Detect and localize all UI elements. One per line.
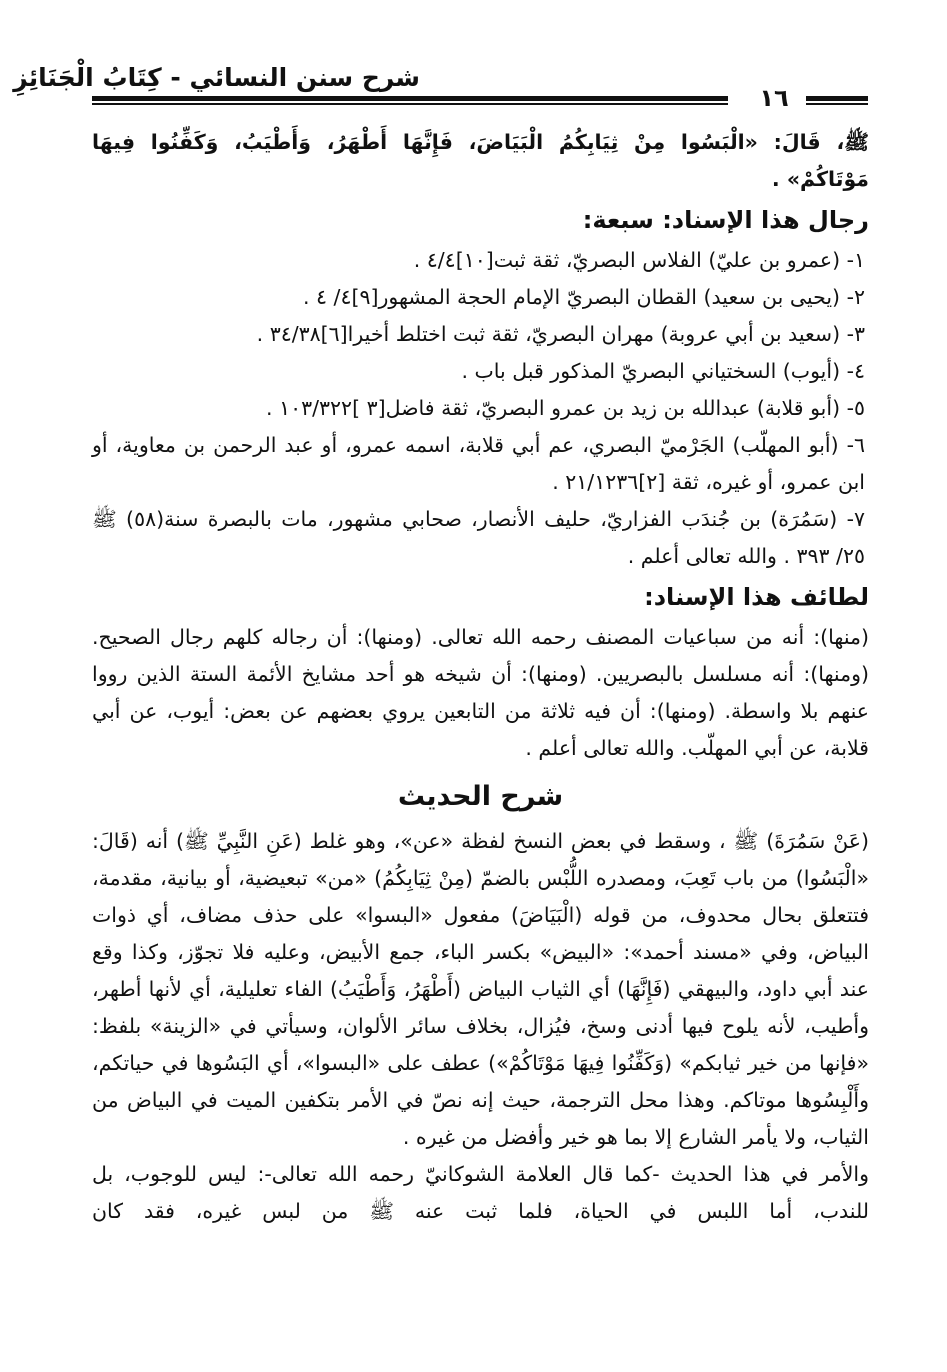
sharh-paragraph: (عَنْ سَمُرَةَ) ﷺ ، وسقط في بعض النسخ لفظة «عن»، وهو غلط (عَنِ النَّبِيِّ ﷺ) أنه (قَالَ: «الْبَسُوا) من باب تَعِبَ، ومصدره اللُّبْس بالضمّ (مِنْ ثِيَابِكُمُ) «من» تبعيضية، أو بيانية، مقدمة، فتتعلق بحال محدوف، من قوله (الْبَيَاضَ) مفعول «البسوا» على حذف مضاف، أي ذوات البياض، وفي «مسند أحمد»: «البيض» بكسر الباء، جمع الأبيض، وعليه فلا تجوّز، وكذا وقع عند أبي داود، والبيهقي (فَإِنَّهَا) أي الثياب البياض (أَطْهَرُ، وَأَطْيَبُ) الفاء تعليلية، أي لأنها أطهر، وأطيب، لأنه يلوح فيها أدنى وسخ، فيُزال، بخلاف سائر الألوان، وسيأتي في «الزينة» بلفظ: «فإنها من خير ثيابكم» (وَكَفِّنُوا فِيهَا مَوْتَاكُمْ») عطف على «البسوا»، أي البَسُوها في حياتكم، وأَلْبِسُوها موتاكم. وهذا محل الترجمة، حيث إنه نصّ في الأمر بتكفين الميت في البياض من الثياب، ولا يأمر الشارع إلا بما هو خير وأفضل من غيره . xyxy=(92,829,869,1149)
isnad-heading: رجال هذا الإسناد: سبعة: xyxy=(582,206,869,234)
running-title: شرح سنن النسائي - كِتَابُ الْجَنَائِزِ xyxy=(13,63,420,92)
page-body xyxy=(92,124,869,1372)
page-number: ١٦ xyxy=(759,84,789,112)
header-rule-thick xyxy=(92,96,728,101)
hadith-text: ﷺ، قَالَ: «الْبَسُوا مِنْ ثِيَابِكُمُ الْبَيَاضَ، فَإِنَّهَا أَطْهَرُ، وَأَطْيَبُ، وَكَفِّنُوا فِيهَا مَوْتَاكُمْ» . xyxy=(92,130,869,191)
narrator-item: ٦- (أبو المهلّب) الجَرْميّ البصري، عم أبي قلابة، اسمه عمرو، أو عبد الرحمن بن معاوية، أو ابن عمرو، أو غيره، ثقة [٢]٢١/١٢٣٦ . xyxy=(92,433,865,494)
header-rule-thin xyxy=(92,103,728,105)
header-rule-thin-right xyxy=(806,103,868,105)
narrator-item: ٥- (أبو قلابة) عبدالله بن زيد بن عمرو البصريّ، ثقة فاضل[٣ ]١٠٣/٣٢٢ . xyxy=(266,396,865,420)
narrator-list xyxy=(92,242,869,575)
narrator-item: ٢- (يحيى بن سعيد) القطان البصريّ الإمام الحجة المشهور[٩]٤/ ٤ . xyxy=(302,285,865,309)
sharh-heading: شرح الحديث xyxy=(397,781,564,812)
narrator-item: ٧- (سَمُرَة) بن جُندَب الفزاريّ، حليف الأنصار، صحابي مشهور، مات بالبصرة سنة(٥٨) ﷺ ٢٥/ ٣٩٣ . والله تعالى أعلم . xyxy=(92,507,865,568)
narrator-item: ٣- (سعيد بن أبي عروبة) مهران البصريّ، ثقة ثبت اختلط أخيرا[٦]٣٤/٣٨ . xyxy=(256,322,865,346)
lataif-heading: لطائف هذا الإسناد: xyxy=(644,583,869,611)
narrator-item: ١- (عمرو بن عليّ) الفلاس البصريّ، ثقة ثبت[١٠]٤/٤ . xyxy=(413,248,865,272)
lataif-paragraph: (منها): أنه من سباعيات المصنف رحمه الله تعالى. (ومنها): أن رجاله كلهم رجال الصحيح. (ومنها): أنه مسلسل بالبصريين. (ومنها): أن شيخه هو أحد مشايخ الأئمة الستة الذين رووا عنهم بلا واسطة. (ومنها): أن فيه ثلاثة من التابعين يروي بعضهم عن بعض: أيوب، عن أبي قلابة، عن أبي المهلّب. والله تعالى أعلم . xyxy=(92,625,869,760)
narrator-item: ٤- (أيوب) السختياني البصريّ المذكور قبل باب . xyxy=(461,359,865,383)
sharh-paragraph: والأمر في هذا الحديث -كما قال العلامة الشوكانيّ رحمه الله تعالى-: ليس للوجوب، بل للندب، أما اللبس في الحياة، فلما ثبت عنه ﷺ من لبس غيره، فقد كان xyxy=(92,1162,869,1223)
header-rule-thick-right xyxy=(806,96,868,101)
